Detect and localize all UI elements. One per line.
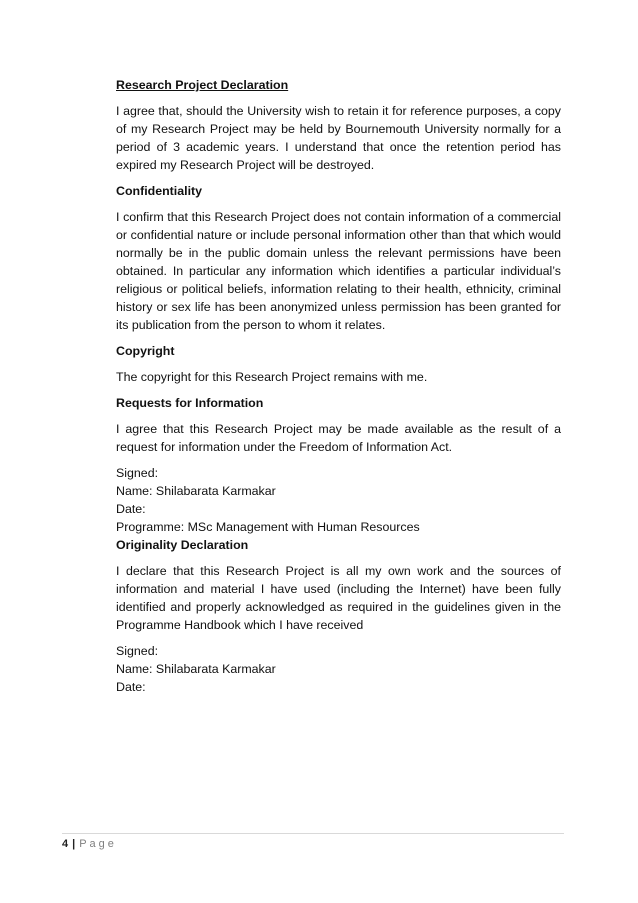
footer-divider [62,833,564,834]
originality-text: I declare that this Research Project is all my own work and the sources of information and material I have used (including the Internet) have been fully identified and properly acknowledged as required in the guidelines given in the Programme Handbook which I have received [116,564,561,632]
date-line-1: Date: [116,502,146,516]
programme-line: Programme: MSc Management with Human Resources [116,520,420,534]
originality-heading: Originality Declaration [116,538,249,552]
page-word: Page [79,838,117,850]
page-number: 4 [62,838,69,850]
name-line-1: Name: Shilabarata Karmakar [116,484,276,498]
signature-block-2 [116,642,561,696]
copyright-text: The copyright for this Research Project remains with me. [116,370,428,384]
page-footer [62,837,117,851]
signed-line-2: Signed: [116,644,159,658]
signature-block-1 [116,464,561,536]
page-separator: | [72,838,76,850]
declaration-text: I agree that, should the University wish to retain it for reference purposes, a copy of my Research Project may be held by Bournemouth University normally for a period of 3 academic years. I understand that once the retention period has expired my Research Project will be destroyed. [116,104,561,172]
copyright-heading: Copyright [116,344,175,358]
name-line-2: Name: Shilabarata Karmakar [116,662,276,676]
date-line-2: Date: [116,680,146,694]
declaration-heading: Research Project Declaration [116,78,289,92]
requests-text: I agree that this Research Project may be made available as the result of a request for information under the Freedom of Information Act. [116,422,561,454]
signed-line-1: Signed: [116,466,159,480]
confidentiality-text: I confirm that this Research Project does not contain information of a commercial or confidential nature or include personal information other than that which would normally be in the public domain unless the relevant permissions have been obtained. In particular any information which identifies a particular individual’s religious or political beliefs, information relating to their health, ethnicity, criminal history or sex life has been anonymized unless permission has been granted for its publication from the person to whom it relates. [116,210,561,332]
document-body [116,76,561,696]
confidentiality-heading: Confidentiality [116,184,203,198]
requests-heading: Requests for Information [116,396,264,410]
